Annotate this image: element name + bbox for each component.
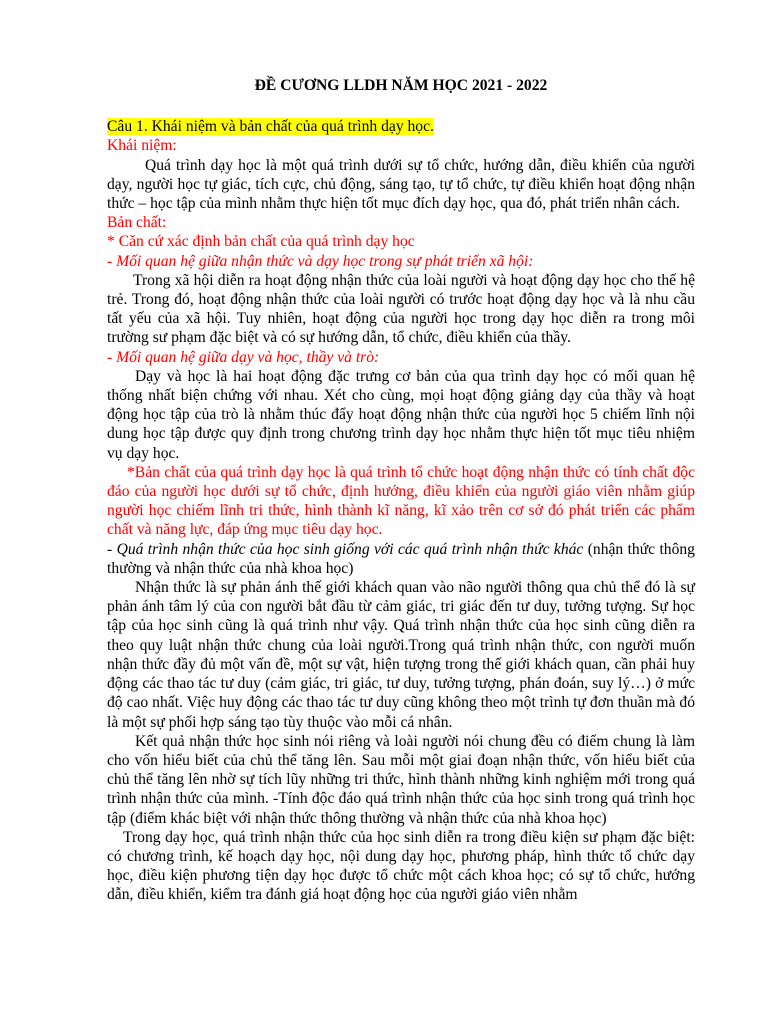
concept-heading: Khái niệm: bbox=[107, 137, 177, 155]
nature-heading: Bản chất: bbox=[107, 214, 167, 232]
result-paragraph: Kết quả nhận thức học sinh nói riêng và loài người nói chung đều có điểm chung là làm cho vốn hiểu biết của chủ thể tăng lên. Sau mỗi một giai đoạn nhận thức, vốn hiểu biết của chủ thể tăng lên nhờ sự tích lũy những tri thức, hình thành những kinh nghiệm mới trong quá trình nhận thức của mình. -Tính độc đáo quá trình nhận thức của học sinh trong quá trình học tập (điểm khác biệt với nhận thức thông thường và nhận thức của nhà khoa học) bbox=[107, 732, 695, 827]
relation2-paragraph: Dạy và học là hai hoạt động đặc trưng cơ bản của qua trình dạy học có mối quan hệ thống nhất biện chứng với nhau. Xét cho cùng, mọi hoạt động giảng dạy của thầy và hoạt động học tập của trò là nhằm thúc đẩy hoạt động nhận thức của người học 5 chiếm lĩnh nội dung học tập được quy định trong chương trình dạy học nhằm thực hiện tốt mục tiêu nhiệm vụ dạy học. bbox=[107, 367, 695, 462]
question-heading-highlight: Câu 1. Khái niệm và bản chất của quá trình dạy học. bbox=[107, 118, 434, 136]
relation2-heading: - Mối quan hệ giữa dạy và học, thầy và trò: bbox=[107, 348, 380, 366]
similar-heading-rest: (nhận thức thông thường và nhận thức của nhà khoa học) bbox=[107, 540, 695, 577]
document-page bbox=[107, 70, 695, 905]
similar-heading-italic: - Quá trình nhận thức của học sinh giống với các quá trình nhận thức khác bbox=[107, 540, 584, 558]
relation1-heading: - Mối quan hệ giữa nhận thức và dạy học trong sự phát triển xã hội: bbox=[107, 252, 534, 270]
basis-heading: * Căn cứ xác định bản chất của quá trình dạy học bbox=[107, 233, 415, 251]
question-heading bbox=[107, 117, 695, 136]
relation1-paragraph: Trong xã hội diễn ra hoạt động nhận thức của loài người và hoạt động dạy học cho thế hệ trẻ. Trong đó, hoạt động nhận thức của loài người có trước hoạt động dạy học và là nhu cầu tất yếu của xã hội. Tuy nhiên, hoạt động của người học trong dạy học diễn ra trong môi trường sư phạm đặc biệt và có sự hướng dẫn, tổ chức, điều khiển của thầy. bbox=[107, 271, 695, 347]
teaching-paragraph: Trong dạy học, quá trình nhận thức của học sinh diễn ra trong điều kiện sư phạm đặc biệt: có chương trình, kế hoạch dạy học, nội dung dạy học, phương pháp, hình thức tổ chức dạy học, điều kiện phương tiện dạy học được tổ chức một cách khoa học; có sự tổ chức, hướng dẫn, điều khiển, kiểm tra đánh giá hoạt động học của người giáo viên nhằm bbox=[107, 828, 695, 904]
document-title: ĐỀ CƯƠNG LLDH NĂM HỌC 2021 - 2022 bbox=[254, 77, 548, 94]
nature-statement: *Bản chất của quá trình dạy học là quá trình tổ chức hoạt động nhận thức có tính chất độc đáo của người học dưới sự tổ chức, định hướng, điều khiển của người giáo viên nhằm giúp người học chiếm lĩnh tri thức, hình thành kĩ năng, kĩ xảo trên cơ sở đó phát triển các phẩm chất và năng lực, đáp ứng mục tiêu dạy học. bbox=[107, 463, 695, 539]
similar-heading bbox=[107, 540, 695, 578]
cognition-paragraph: Nhận thức là sự phản ánh thế giới khách quan vào não người thông qua chủ thể đó là sự phản ánh tâm lý của con người bắt đầu từ cảm giác, tri giác đến tư duy, tưởng tượng. Sự học tập của học sinh cũng là quá trình như vậy. Quá trình nhận thức của học sinh cũng diễn ra theo quy luật nhận thức chung của loài người.Trong quá trình nhận thức, con người muốn nhận thức đầy đủ một vấn đề, một sự vật, hiện tượng trong thế giới khách quan, cần phải huy động các thao tác tư duy (cảm giác, tri giác, tư duy, tưởng tượng, phán đoán, suy lý…) ở mức độ cao nhất. Việc huy động các thao tác tư duy cũng không theo một trình tự đơn thuần mà đó là một sự phối hợp sáng tạo tùy thuộc vào mỗi cá nhân. bbox=[107, 579, 695, 731]
concept-paragraph: Quá trình dạy học là một quá trình dưới sự tổ chức, hướng dẫn, điều khiển của người dạy, người học tự giác, tích cực, chủ động, sáng tạo, tự tổ chức, tự điều khiển hoạt động nhận thức – học tập của mình nhằm thực hiện tốt mục đích dạy học, qua đó, phát triển nhân cách. bbox=[107, 156, 695, 213]
